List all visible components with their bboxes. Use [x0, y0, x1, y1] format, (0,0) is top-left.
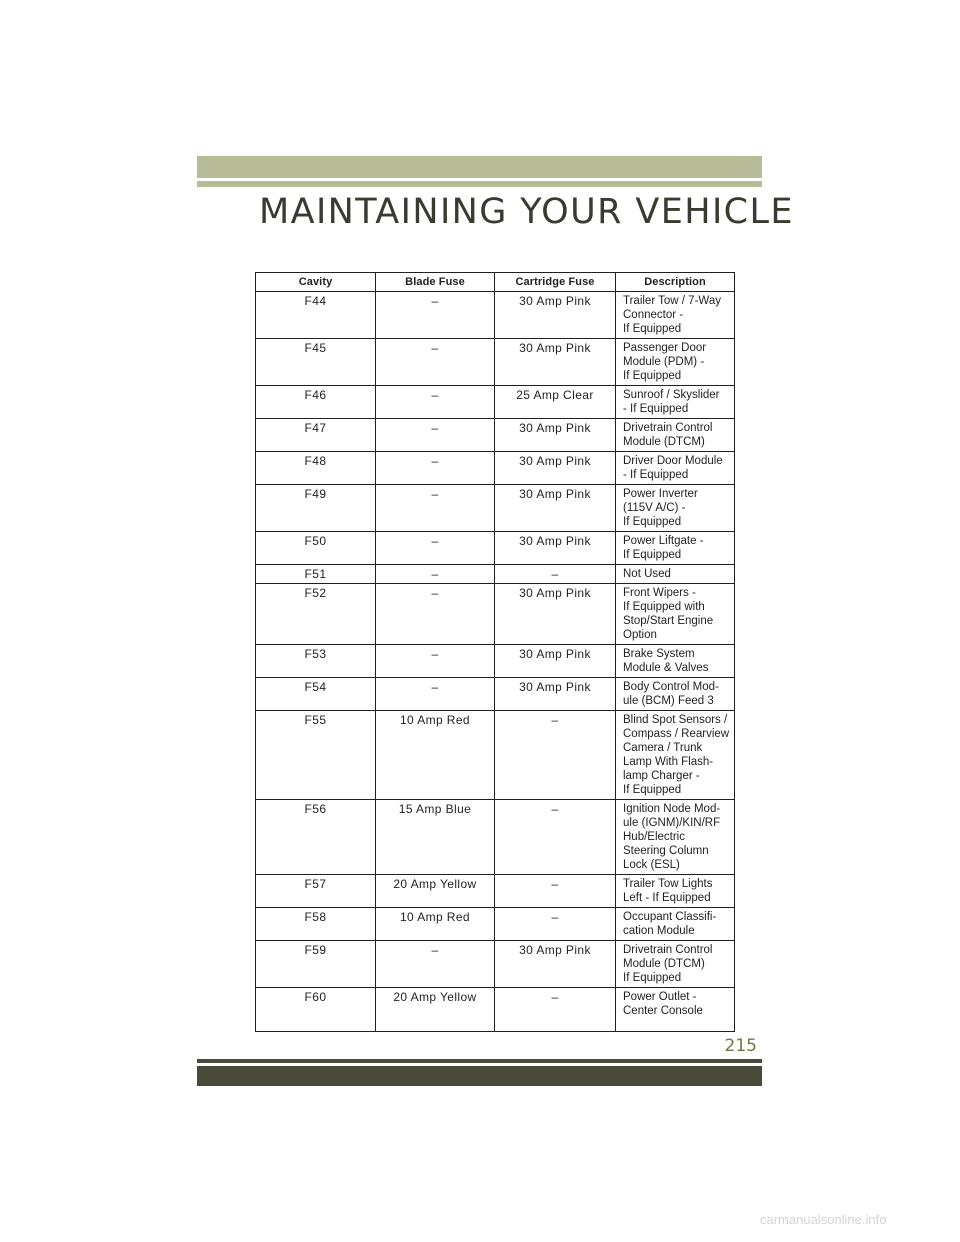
description-line: Sunroof / Skyslider: [623, 389, 720, 401]
description-line: If Equipped: [623, 516, 682, 528]
table-row: [256, 292, 735, 339]
cartridge-fuse-cell: –: [495, 565, 616, 584]
blade-fuse-cell: 10 Amp Red: [376, 908, 495, 941]
description-cell: [616, 988, 735, 1032]
description-line: Module (DTCM): [623, 958, 705, 970]
description-cell: [616, 711, 735, 800]
description-line: - If Equipped: [623, 469, 689, 481]
description-cell: [616, 941, 735, 988]
description-line: If Equipped: [623, 972, 682, 984]
column-header-description: Description: [616, 273, 735, 292]
description-cell: [616, 339, 735, 386]
description-line: Module (PDM) -: [623, 356, 705, 368]
description-line: cation Module: [623, 925, 695, 937]
description-line: If Equipped: [623, 549, 682, 561]
description-cell: [616, 584, 735, 645]
bottom-footer-rule: [197, 1059, 762, 1063]
cartridge-fuse-cell: –: [495, 988, 616, 1032]
cartridge-fuse-cell: 30 Amp Pink: [495, 339, 616, 386]
blade-fuse-cell: 10 Amp Red: [376, 711, 495, 800]
column-header-cartridge-fuse: Cartridge Fuse: [495, 273, 616, 292]
blade-fuse-cell: –: [376, 678, 495, 711]
description-line: Steering Column: [623, 845, 709, 857]
description-line: Center Console: [623, 1005, 703, 1017]
description-line: Passenger Door: [623, 342, 707, 354]
blade-fuse-cell: –: [376, 565, 495, 584]
blade-fuse-cell: –: [376, 532, 495, 565]
table-body: [256, 292, 735, 1032]
cartridge-fuse-cell: 25 Amp Clear: [495, 386, 616, 419]
cartridge-fuse-cell: –: [495, 711, 616, 800]
top-header-rule: [197, 181, 762, 187]
description-cell: [616, 485, 735, 532]
cavity-cell: F52: [256, 584, 376, 645]
description-line: If Equipped: [623, 323, 682, 335]
description-line: Ignition Node Mod-: [623, 803, 721, 815]
table-header-row: [256, 273, 735, 292]
blade-fuse-cell: –: [376, 645, 495, 678]
description-line: ule (IGNM)/KIN/RF: [623, 817, 721, 829]
cavity-cell: F56: [256, 800, 376, 875]
blade-fuse-cell: –: [376, 452, 495, 485]
cavity-cell: F53: [256, 645, 376, 678]
cartridge-fuse-cell: 30 Amp Pink: [495, 941, 616, 988]
description-line: If Equipped with: [623, 601, 705, 613]
blade-fuse-cell: –: [376, 941, 495, 988]
description-line: Camera / Trunk: [623, 742, 703, 754]
cavity-cell: F59: [256, 941, 376, 988]
fuse-table: [255, 272, 735, 1032]
table-row: [256, 452, 735, 485]
blade-fuse-cell: –: [376, 292, 495, 339]
table-row: [256, 908, 735, 941]
cartridge-fuse-cell: 30 Amp Pink: [495, 419, 616, 452]
table-row: [256, 875, 735, 908]
description-line: Front Wipers -: [623, 587, 696, 599]
column-header-cavity: Cavity: [256, 273, 376, 292]
description-line: Stop/Start Engine: [623, 615, 714, 627]
description-line: Power Inverter: [623, 488, 698, 500]
cartridge-fuse-cell: –: [495, 908, 616, 941]
table-row: [256, 565, 735, 584]
section-title: MAINTAINING YOUR VEHICLE: [259, 192, 794, 232]
blade-fuse-cell: –: [376, 584, 495, 645]
description-line: Hub/Electric: [623, 831, 685, 843]
description-line: Left - If Equipped: [623, 892, 711, 904]
cartridge-fuse-cell: –: [495, 800, 616, 875]
cavity-cell: F47: [256, 419, 376, 452]
table-row: [256, 419, 735, 452]
table-row: [256, 339, 735, 386]
description-line: (115V A/C) -: [623, 502, 686, 514]
blade-fuse-cell: –: [376, 339, 495, 386]
description-line: Module (DTCM): [623, 436, 705, 448]
cavity-cell: F57: [256, 875, 376, 908]
column-header-blade-fuse: Blade Fuse: [376, 273, 495, 292]
description-cell: [616, 419, 735, 452]
description-cell: [616, 452, 735, 485]
blade-fuse-cell: –: [376, 386, 495, 419]
cavity-cell: F46: [256, 386, 376, 419]
description-line: - If Equipped: [623, 403, 689, 415]
table-row: [256, 584, 735, 645]
cavity-cell: F50: [256, 532, 376, 565]
description-line: Not Used: [623, 568, 671, 580]
description-line: Body Control Mod-: [623, 681, 719, 693]
cavity-cell: F45: [256, 339, 376, 386]
description-cell: [616, 532, 735, 565]
description-line: Trailer Tow / 7-Way: [623, 295, 721, 307]
cavity-cell: F60: [256, 988, 376, 1032]
blade-fuse-cell: 20 Amp Yellow: [376, 988, 495, 1032]
cartridge-fuse-cell: –: [495, 875, 616, 908]
description-line: Power Liftgate -: [623, 535, 704, 547]
description-line: Compass / Rearview: [623, 728, 730, 740]
description-line: Power Outlet -: [623, 991, 697, 1003]
description-line: lamp Charger -: [623, 770, 700, 782]
description-line: Lamp With Flash-: [623, 756, 714, 768]
page-number: 215: [724, 1036, 757, 1056]
description-line: ule (BCM) Feed 3: [623, 695, 714, 707]
bottom-footer-band: [197, 1066, 762, 1086]
cavity-cell: F49: [256, 485, 376, 532]
description-cell: [616, 645, 735, 678]
description-line: If Equipped: [623, 784, 682, 796]
cavity-cell: F55: [256, 711, 376, 800]
cartridge-fuse-cell: 30 Amp Pink: [495, 485, 616, 532]
description-cell: [616, 800, 735, 875]
description-cell: [616, 875, 735, 908]
top-header-band: [197, 156, 762, 178]
table-row: [256, 532, 735, 565]
cartridge-fuse-cell: 30 Amp Pink: [495, 678, 616, 711]
description-cell: [616, 292, 735, 339]
cartridge-fuse-cell: 30 Amp Pink: [495, 532, 616, 565]
table-row: [256, 711, 735, 800]
description-cell: [616, 908, 735, 941]
table-row: [256, 941, 735, 988]
description-line: Brake System: [623, 648, 695, 660]
cartridge-fuse-cell: 30 Amp Pink: [495, 292, 616, 339]
cavity-cell: F51: [256, 565, 376, 584]
table-row: [256, 485, 735, 532]
blade-fuse-cell: –: [376, 485, 495, 532]
table-row: [256, 386, 735, 419]
cartridge-fuse-cell: 30 Amp Pink: [495, 645, 616, 678]
description-cell: [616, 678, 735, 711]
description-line: Connector -: [623, 309, 684, 321]
description-line: Blind Spot Sensors /: [623, 714, 728, 726]
cavity-cell: F54: [256, 678, 376, 711]
watermark: carmanualsonline.info: [760, 1212, 887, 1227]
description-line: Module & Valves: [623, 662, 709, 674]
cartridge-fuse-cell: 30 Amp Pink: [495, 584, 616, 645]
blade-fuse-cell: –: [376, 419, 495, 452]
cartridge-fuse-cell: 30 Amp Pink: [495, 452, 616, 485]
table-row: [256, 800, 735, 875]
cavity-cell: F48: [256, 452, 376, 485]
description-line: Drivetrain Control: [623, 944, 713, 956]
description-line: Trailer Tow Lights: [623, 878, 713, 890]
blade-fuse-cell: 20 Amp Yellow: [376, 875, 495, 908]
description-line: Drivetrain Control: [623, 422, 713, 434]
description-line: Option: [623, 629, 657, 641]
cavity-cell: F58: [256, 908, 376, 941]
description-cell: [616, 386, 735, 419]
table-row: [256, 678, 735, 711]
table-row: [256, 988, 735, 1032]
blade-fuse-cell: 15 Amp Blue: [376, 800, 495, 875]
description-line: Driver Door Module: [623, 455, 723, 467]
description-line: Occupant Classifi-: [623, 911, 717, 923]
description-cell: [616, 565, 735, 584]
description-line: If Equipped: [623, 370, 682, 382]
description-line: Lock (ESL): [623, 859, 680, 871]
table-row: [256, 645, 735, 678]
cavity-cell: F44: [256, 292, 376, 339]
